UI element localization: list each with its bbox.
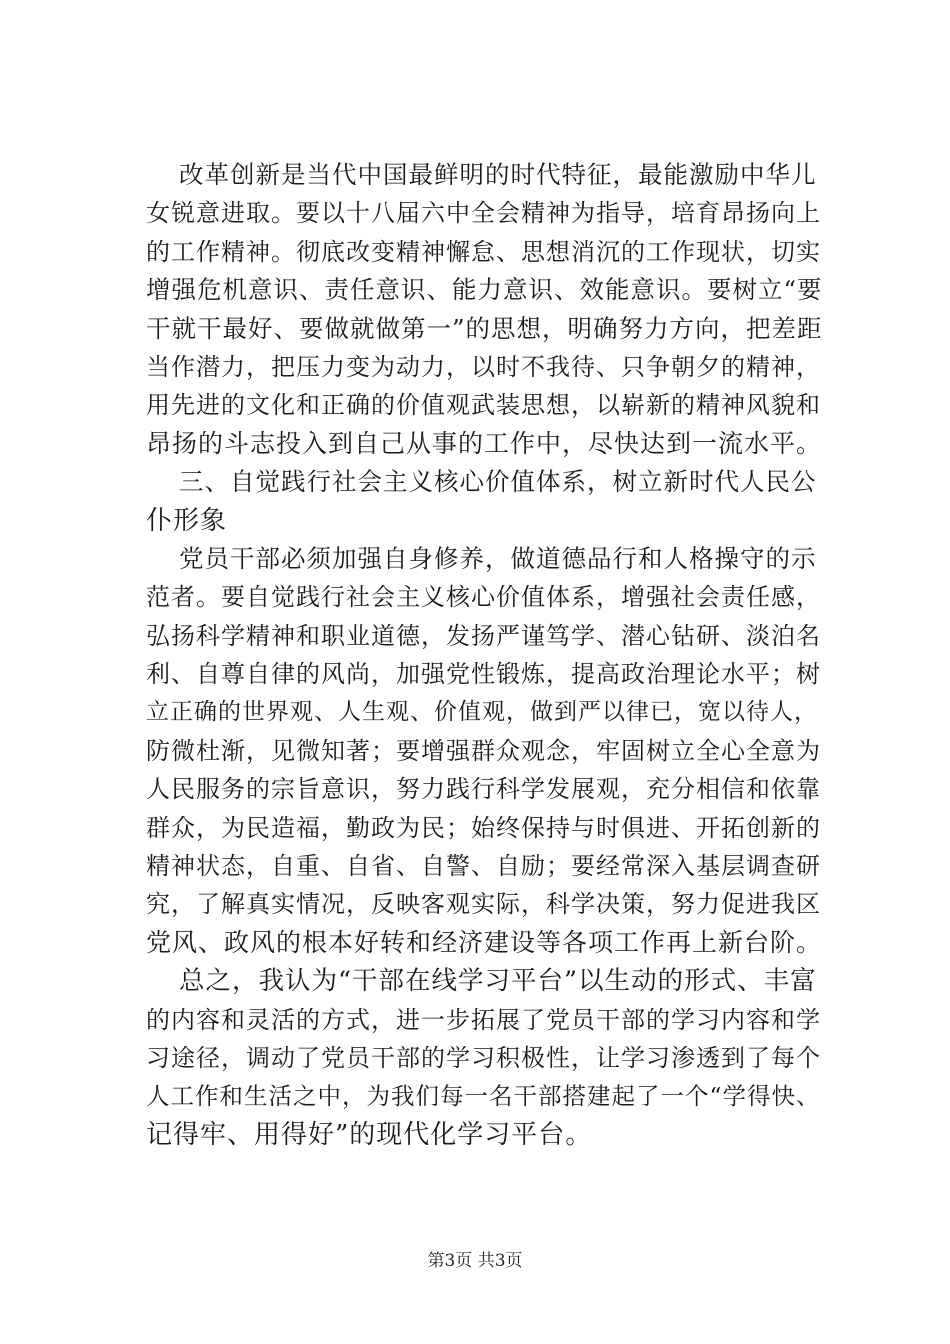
text-line: 利、自尊自律的风尚，加强党性锻炼，提高政治理论水平；树 <box>146 660 821 689</box>
text-line: 党风、政风的根本好转和经济建设等各项工作再上新台阶。 <box>146 927 823 957</box>
text-line: 当作潜力，把压力变为动力，以时不我待、只争朝夕的精神， <box>146 352 821 381</box>
text-line: 的内容和灵活的方式，进一步拓展了党员干部的学习内容和学 <box>146 1005 821 1034</box>
paragraph <box>146 156 826 463</box>
text-line: 女锐意进取。要以十八届六中全会精神为指导，培育昂扬向上 <box>146 199 821 228</box>
text-line: 群众，为民造福，勤政为民；始终保持与时俱进、开拓创新的 <box>146 813 821 842</box>
section-heading <box>146 463 826 540</box>
text-line: 究，了解真实情况，反映客观实际，科学决策，努力促进我区 <box>146 890 821 919</box>
page-number-footer: 第3页 共3页 <box>427 1251 523 1271</box>
text-line: 党员干部必须加强自身修养，做道德品行和人格操守的示 <box>179 543 817 573</box>
text-line: 昂扬的斗志投入到自己从事的工作中，尽快达到一流水平。 <box>146 428 823 458</box>
text-line: 范者。要自觉践行社会主义核心价值体系，增强社会责任感， <box>146 583 821 612</box>
text-line: 总之，我认为“干部在线学习平台”以生动的形式、丰富 <box>179 966 817 997</box>
text-line: 人工作和生活之中，为我们每一名干部搭建起了一个“学得快、 <box>146 1082 821 1111</box>
text-line: 立正确的世界观、人生观、价值观，做到严以律已，宽以待人， <box>146 699 818 726</box>
text-line: 精神状态，自重、自省、自警、自励；要经常深入基层调查研 <box>146 852 821 881</box>
text-line: 的工作精神。彻底改变精神懈怠、思想消沉的工作现状，切实 <box>146 237 821 266</box>
text-line: 改革创新是当代中国最鲜明的时代特征，最能激励中华儿 <box>179 160 817 189</box>
text-line: 人民服务的宗旨意识，努力践行科学发展观，充分相信和依靠 <box>146 775 821 804</box>
text-line: 记得牢、用得好”的现代化学习平台。 <box>146 1119 593 1150</box>
text-line: 干就干最好、要做就做第一”的思想，明确努力方向，把差距 <box>146 313 823 343</box>
text-line: 用先进的文化和正确的价值观武装思想，以崭新的精神风貌和 <box>146 391 821 420</box>
text-line: 防微杜渐，见微知著；要增强群众观念，牢固树立全心全意为 <box>146 736 821 765</box>
paragraph <box>146 540 826 962</box>
text-line: 三、自觉践行社会主义核心价值体系，树立新时代人民公 <box>179 467 817 497</box>
paragraph <box>146 962 826 1154</box>
text-line: 仆形象 <box>146 505 228 536</box>
text-line: 习途径，调动了党员干部的学习积极性，让学习渗透到了每个 <box>146 1043 821 1072</box>
text-line: 弘扬科学精神和职业道德，发扬严谨笃学、潜心钻研、淡泊名 <box>146 621 821 650</box>
text-line: 增强危机意识、责任意识、能力意识、效能意识。要树立“要 <box>146 275 823 305</box>
document-body <box>146 156 826 1154</box>
